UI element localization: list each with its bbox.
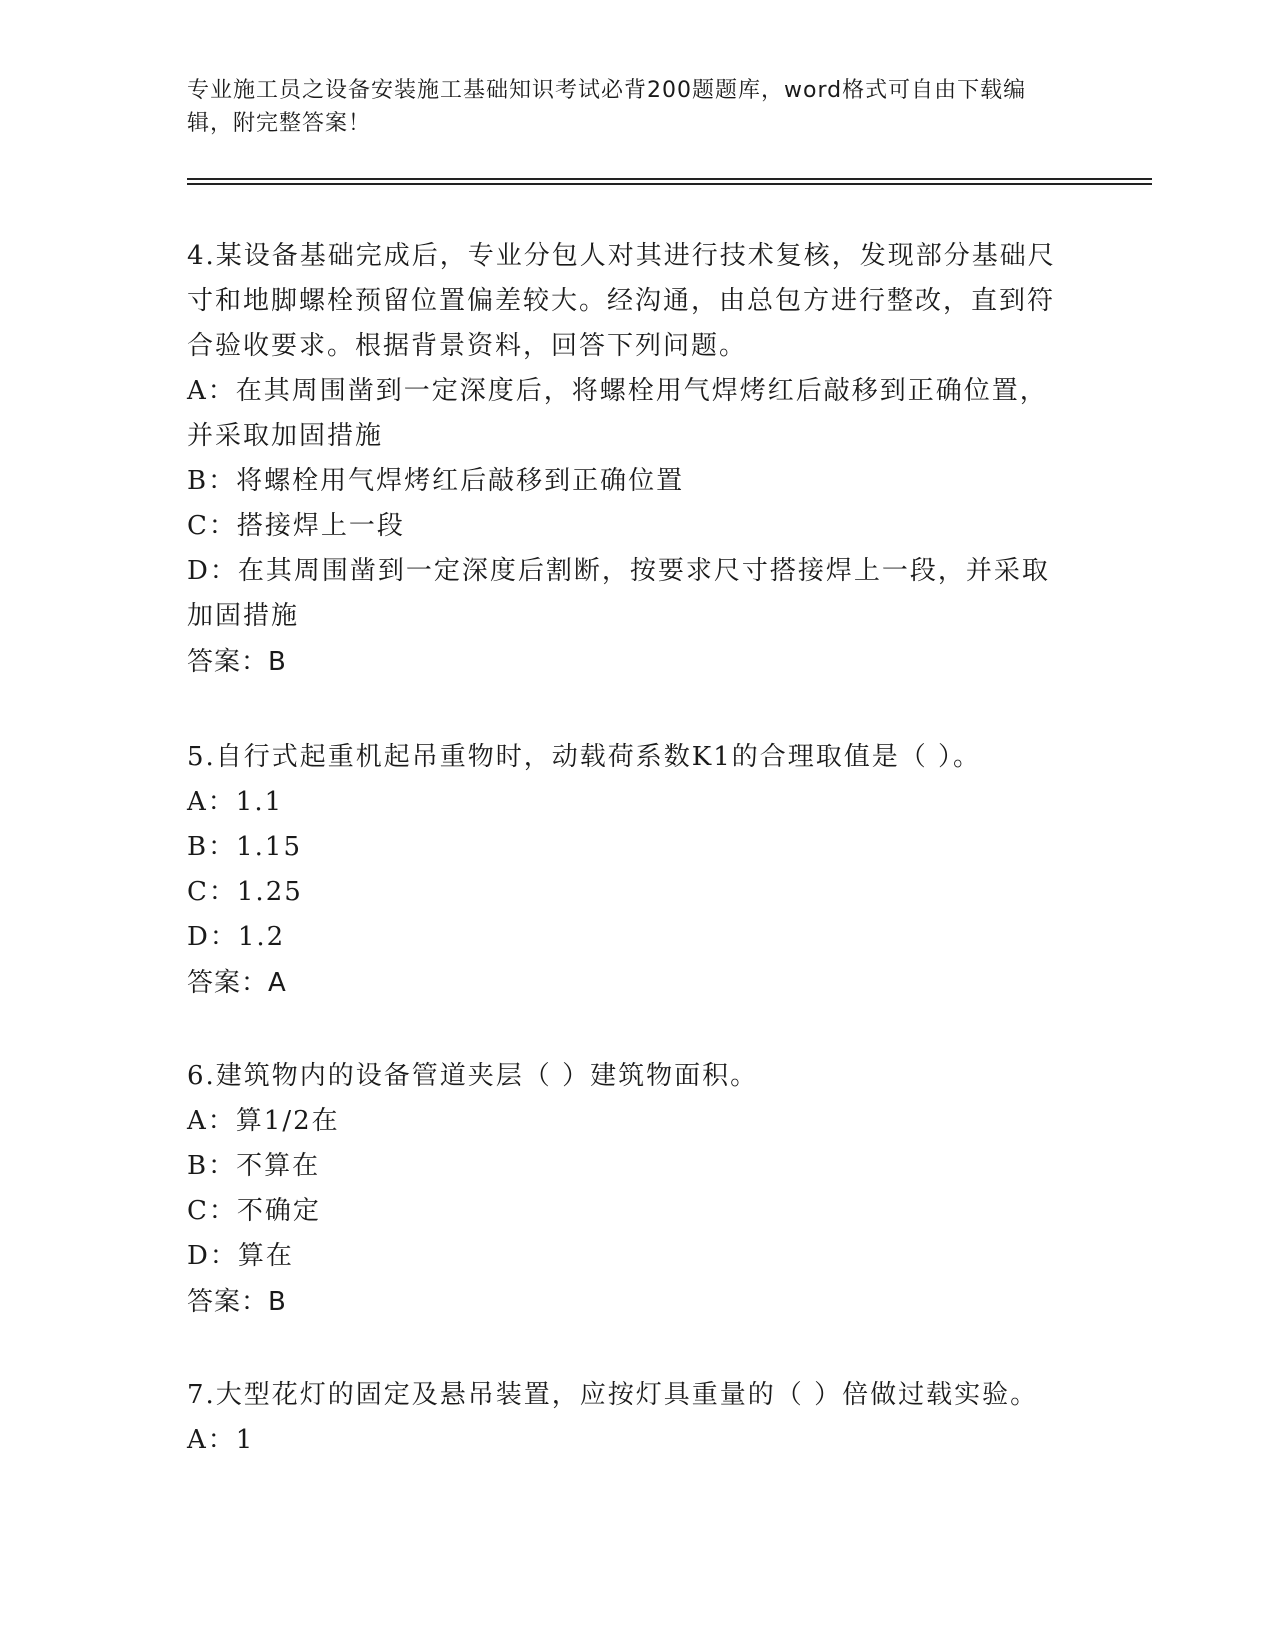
option-c: C：不确定	[187, 1196, 321, 1226]
answer: 答案：A	[187, 968, 287, 998]
option-a: A：1	[187, 1425, 255, 1455]
answer: 答案：B	[187, 647, 287, 677]
option-c: C：搭接焊上一段	[187, 511, 405, 541]
question-stem: 4.某设备基础完成后，专业分包人对其进行技术复核，发现部分基础尺寸和地脚螺栓预留位置偏差较大。经沟通，由总包方进行整改，直到符合验收要求。根据背景资料，回答下列问题。	[187, 241, 1056, 361]
question-6	[187, 1054, 1067, 1325]
question-5	[187, 735, 1067, 1006]
option-c: C：1.25	[187, 877, 303, 907]
header-divider-top	[187, 178, 1152, 180]
answer: 答案：B	[187, 1287, 287, 1317]
option-b: B：将螺栓用气焊烤红后敲移到正确位置	[187, 466, 685, 496]
question-stem: 6.建筑物内的设备管道夹层（ ）建筑物面积。	[187, 1061, 759, 1091]
question-4	[187, 234, 1067, 685]
question-stem: 5.自行式起重机起吊重物时，动载荷系数K1的合理取值是（ ）。	[187, 742, 982, 772]
question-stem: 7.大型花灯的固定及悬吊装置，应按灯具重量的（ ）倍做过载实验。	[187, 1380, 1039, 1410]
header-divider-bottom	[187, 183, 1152, 185]
option-a: A：在其周围凿到一定深度后，将螺栓用气焊烤红后敲移到正确位置，并采取加固措施	[187, 376, 1048, 451]
option-a: A：算1/2在	[187, 1106, 340, 1136]
option-b: B：不算在	[187, 1151, 321, 1181]
option-d: D：算在	[187, 1241, 294, 1271]
document-header: 专业施工员之设备安装施工基础知识考试必背200题题库，word格式可自由下载编辑，附完整答案！	[187, 78, 1027, 136]
option-d: D：1.2	[187, 922, 286, 952]
option-d: D：在其周围凿到一定深度后割断，按要求尺寸搭接焊上一段，并采取加固措施	[187, 556, 1050, 631]
option-b: B：1.15	[187, 832, 302, 862]
question-7	[187, 1373, 1067, 1463]
option-a: A：1.1	[187, 787, 284, 817]
